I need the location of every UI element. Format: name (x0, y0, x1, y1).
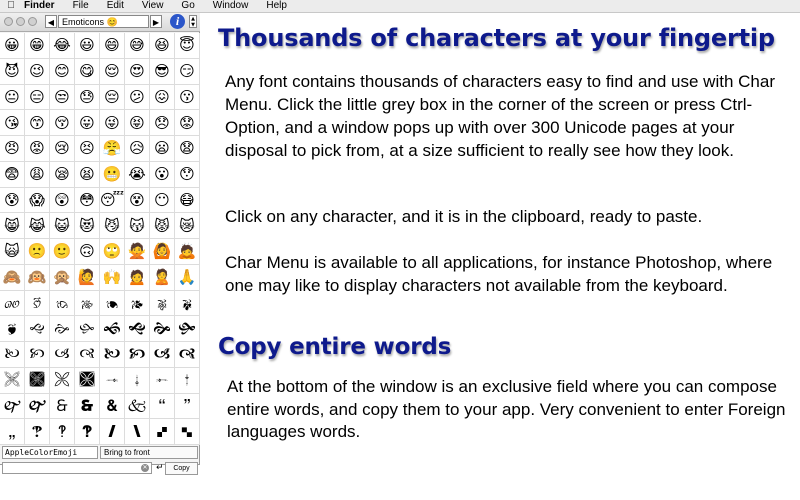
character-cell[interactable]: 🙯 (175, 368, 200, 394)
character-cell[interactable]: 😃 (75, 33, 100, 59)
character-cell[interactable]: 🙻 (75, 419, 100, 445)
character-cell[interactable]: 😠 (0, 136, 25, 162)
character-cell[interactable]: 😒 (50, 85, 75, 111)
paragraph-compose-words: At the bottom of the window is an exclusive field where you can compose entire words, and copy them to your app. Very convenient to enter Foreign languages words. (227, 377, 786, 441)
minimize-button[interactable] (16, 17, 25, 26)
character-cell[interactable]: 🙺 (50, 419, 75, 445)
menu-go[interactable]: Go (181, 0, 195, 11)
character-cell[interactable]: 🙁 (25, 239, 50, 265)
character-cell[interactable]: 🙊 (50, 265, 75, 291)
character-cell[interactable]: 😝 (125, 110, 150, 136)
character-cell[interactable]: 🙟 (175, 316, 200, 342)
character-cell[interactable]: 🙎 (150, 265, 175, 291)
compose-word-field[interactable] (2, 462, 152, 474)
next-page-button[interactable]: ▶ (150, 15, 162, 28)
character-cell[interactable]: 😱 (25, 188, 50, 214)
character-cell[interactable]: 🙜 (100, 316, 125, 342)
character-cell[interactable]: 🙥 (125, 342, 150, 368)
character-cell[interactable]: 😻 (75, 213, 100, 239)
character-cell[interactable]: 🙩 (25, 368, 50, 394)
character-cell[interactable]: 😪 (50, 162, 75, 188)
clear-field-icon[interactable]: ✕ (142, 464, 148, 471)
copy-button[interactable]: Copy (165, 462, 198, 475)
character-cell[interactable]: 😔 (100, 85, 125, 111)
character-cell[interactable]: 🙠 (0, 342, 25, 368)
character-cell[interactable]: 🙑 (25, 291, 50, 317)
character-cell[interactable]: 😢 (50, 136, 75, 162)
return-arrow-icon: ↵ (156, 463, 164, 473)
character-cell[interactable]: 😍 (125, 59, 150, 85)
character-cell[interactable]: 🙿 (175, 419, 200, 445)
character-cell[interactable]: 😄 (100, 33, 125, 59)
heading-thousands-of-characters: Thousands of characters at your fingertip (218, 24, 775, 52)
character-cell[interactable]: 😹 (25, 213, 50, 239)
character-cell[interactable]: 😣 (75, 136, 100, 162)
character-cell[interactable]: 😀 (0, 33, 25, 59)
character-cell[interactable]: 😛 (75, 110, 100, 136)
paragraph-clipboard: Click on any character, and it is in the clipboard, ready to paste. (225, 207, 703, 226)
character-cell[interactable]: 😷 (175, 188, 200, 214)
character-cell[interactable]: 😘 (0, 110, 25, 136)
font-name-field[interactable]: AppleColorEmoji (2, 446, 98, 459)
character-cell[interactable]: 🙤 (100, 342, 125, 368)
character-cell[interactable]: 😦 (150, 136, 175, 162)
character-cell[interactable]: 🙣 (75, 342, 100, 368)
info-icon[interactable]: i (170, 14, 185, 29)
character-cell[interactable]: 🙕 (125, 291, 150, 317)
character-cell[interactable]: 🙆 (150, 239, 175, 265)
character-cell[interactable]: 🙦 (150, 342, 175, 368)
character-cell[interactable]: 😺 (50, 213, 75, 239)
character-cell[interactable]: 🙪 (50, 368, 75, 394)
character-cell[interactable]: 🙇 (175, 239, 200, 265)
character-cell[interactable]: 😊 (50, 59, 75, 85)
character-cell[interactable]: 🙮 (150, 368, 175, 394)
character-cell[interactable]: 😲 (50, 188, 75, 214)
zoom-button[interactable] (28, 17, 37, 26)
character-cell[interactable]: 😞 (150, 110, 175, 136)
character-cell[interactable]: 😐 (0, 85, 25, 111)
character-cell[interactable]: 🙶 (150, 394, 175, 420)
character-cell[interactable]: 🙧 (175, 342, 200, 368)
menu-edit[interactable]: Edit (106, 0, 124, 11)
character-cell[interactable]: 😜 (100, 110, 125, 136)
character-cell[interactable]: 😮 (150, 162, 175, 188)
character-cell[interactable]: 😤 (100, 136, 125, 162)
character-cell[interactable]: 🙬 (100, 368, 125, 394)
character-cell[interactable]: 🙴 (100, 394, 125, 420)
character-cell[interactable]: 😂 (50, 33, 75, 59)
character-cell[interactable]: 🙒 (50, 291, 75, 317)
character-cell[interactable]: 🙭 (125, 368, 150, 394)
character-cell[interactable]: 🙗 (175, 291, 200, 317)
character-cell[interactable]: 🙓 (75, 291, 100, 317)
character-cell[interactable]: 😁 (25, 33, 50, 59)
character-cell[interactable]: 😚 (50, 110, 75, 136)
character-cell[interactable]: 🙌 (100, 265, 125, 291)
heading-copy-entire-words: Copy entire words (218, 334, 452, 360)
character-cell[interactable]: 😯 (175, 162, 200, 188)
character-cell[interactable]: 😓 (75, 85, 100, 111)
menu-bar (0, 0, 800, 13)
character-cell[interactable]: 😅 (125, 33, 150, 59)
character-cell[interactable]: 🙅 (125, 239, 150, 265)
character-cell[interactable]: 😕 (125, 85, 150, 111)
character-grid (0, 33, 200, 445)
character-cell[interactable]: 😨 (0, 162, 25, 188)
character-cell[interactable]: 😼 (100, 213, 125, 239)
bring-to-front-button[interactable]: Bring to front (100, 446, 198, 459)
character-cell[interactable]: 😆 (150, 33, 175, 59)
paragraph-intro: Any font contains thousands of characters easy to find and use with Char Menu. Click the little grey box in the corner of the screen or press Ctrl-Option, and a window pops up with over 300 Unicode pages at your disposal to pick from, at a size sufficient to really see how they look. (225, 72, 775, 160)
character-cell[interactable]: 🙵 (125, 394, 150, 420)
character-cell[interactable]: 🙨 (0, 368, 25, 394)
character-cell[interactable]: 😡 (25, 136, 50, 162)
character-cell[interactable]: 🙚 (50, 316, 75, 342)
character-cell[interactable]: 🙲 (50, 394, 75, 420)
character-cell[interactable]: 😽 (125, 213, 150, 239)
character-cell[interactable]: 🙰 (0, 394, 25, 420)
character-cell[interactable]: 🙾 (150, 419, 175, 445)
character-cell[interactable]: 🙳 (75, 394, 100, 420)
character-cell[interactable]: 😴 (100, 188, 125, 214)
character-cell[interactable]: 😸 (0, 213, 25, 239)
menu-file[interactable]: File (72, 0, 89, 11)
character-cell[interactable]: 😳 (75, 188, 100, 214)
character-cell[interactable]: 😖 (150, 85, 175, 111)
character-cell[interactable]: 🙀 (0, 239, 25, 265)
palette-titlebar[interactable] (0, 13, 200, 32)
apple-icon[interactable] (4, 0, 18, 12)
character-cell[interactable]: 🙔 (100, 291, 125, 317)
character-cell[interactable]: 🙋 (75, 265, 100, 291)
size-stepper[interactable]: ▲ ▼ (189, 15, 197, 28)
character-cell[interactable]: 😋 (75, 59, 100, 85)
character-cell[interactable]: 😈 (0, 59, 25, 85)
previous-page-button[interactable]: ◀ (45, 15, 57, 28)
character-cell[interactable]: 🙈 (0, 265, 25, 291)
character-cell[interactable]: 🙞 (150, 316, 175, 342)
character-cell[interactable]: 😙 (25, 110, 50, 136)
character-cell[interactable]: 😌 (100, 59, 125, 85)
character-cell[interactable]: 🙖 (150, 291, 175, 317)
paragraph-applications: Char Menu is available to all applications, for instance Photoshop, where one may like to display characters not available from the keyboard. (225, 253, 773, 295)
character-cell[interactable]: 🙘 (0, 316, 25, 342)
character-cell[interactable]: 🙄 (100, 239, 125, 265)
character-cell[interactable]: 😇 (175, 33, 200, 59)
character-cell[interactable]: 😭 (125, 162, 150, 188)
unicode-page-popup[interactable]: Emoticons 😊 (58, 15, 149, 28)
character-cell[interactable]: 😧 (175, 136, 200, 162)
character-cell[interactable]: 😥 (125, 136, 150, 162)
char-menu-palette (0, 13, 200, 473)
character-cell[interactable]: 😗 (175, 85, 200, 111)
character-cell[interactable]: 😉 (25, 59, 50, 85)
character-cell[interactable]: 🙃 (75, 239, 100, 265)
character-cell[interactable]: 🙷 (175, 394, 200, 420)
character-cell[interactable]: 😏 (175, 59, 200, 85)
character-cell[interactable]: 🙐 (0, 291, 25, 317)
character-cell[interactable]: 😶 (150, 188, 175, 214)
menu-finder[interactable]: Finder (24, 0, 55, 11)
character-cell[interactable]: 🙸 (0, 419, 25, 445)
character-cell[interactable]: 🙂 (50, 239, 75, 265)
character-cell[interactable]: 🙛 (75, 316, 100, 342)
character-cell[interactable]: 😫 (75, 162, 100, 188)
character-cell[interactable]: 😾 (150, 213, 175, 239)
character-cell[interactable]: 😎 (150, 59, 175, 85)
character-cell[interactable]: 🙏 (175, 265, 200, 291)
character-cell[interactable]: 😰 (0, 188, 25, 214)
character-cell[interactable]: 😟 (175, 110, 200, 136)
close-button[interactable] (4, 17, 13, 26)
character-cell[interactable]: 🙢 (50, 342, 75, 368)
character-cell[interactable]: 😵 (125, 188, 150, 214)
character-cell[interactable]: 🙱 (25, 394, 50, 420)
character-cell[interactable]: 🙹 (25, 419, 50, 445)
character-cell[interactable]: 🙼 (100, 419, 125, 445)
character-cell[interactable]: 🙡 (25, 342, 50, 368)
character-cell[interactable]: 🙙 (25, 316, 50, 342)
character-cell[interactable]: 😬 (100, 162, 125, 188)
menu-help[interactable]: Help (266, 0, 287, 11)
character-cell[interactable]: 🙫 (75, 368, 100, 394)
character-cell[interactable]: 😑 (25, 85, 50, 111)
character-cell[interactable]: 😿 (175, 213, 200, 239)
character-cell[interactable]: 🙝 (125, 316, 150, 342)
menu-view[interactable]: View (141, 0, 164, 11)
character-cell[interactable]: 🙍 (125, 265, 150, 291)
character-cell[interactable]: 🙽 (125, 419, 150, 445)
character-cell[interactable]: 😩 (25, 162, 50, 188)
menu-window[interactable]: Window (212, 0, 249, 11)
character-cell[interactable]: 🙉 (25, 265, 50, 291)
